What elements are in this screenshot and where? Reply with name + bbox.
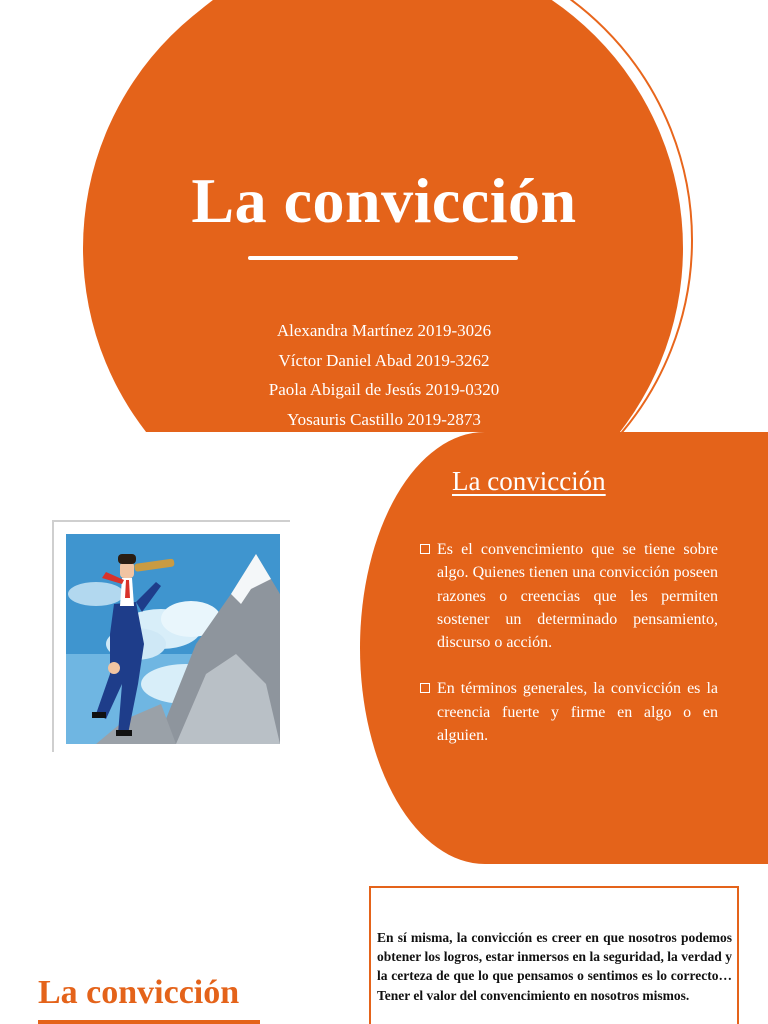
businessman-telescope-mountain-icon	[66, 534, 280, 744]
presentation-title: La convicción	[191, 165, 577, 236]
bullet-list	[420, 538, 718, 770]
author-item: Alexandra Martínez 2019-3026	[276, 321, 492, 340]
author-item: Víctor Daniel Abad 2019-3262	[278, 350, 490, 370]
bullet-text: Es el convencimiento que se tiene sobre algo. Quienes tienen una convicción poseen razones o creencias que les permiten sostener un determinado pensamiento, discurso o acción.	[437, 541, 718, 652]
checkbox-bullet-icon	[420, 544, 430, 554]
slide-title: La convicción	[38, 974, 240, 1011]
definition-slide	[0, 432, 768, 864]
author-item: Yosauris Castillo 2019-2873	[287, 409, 481, 429]
title-slide	[0, 0, 768, 432]
checkbox-bullet-icon	[420, 683, 430, 693]
title-underline	[248, 256, 518, 260]
quote-text: En sí misma, la convicción es creer en que nosotros podemos obtener los logros, estar inmersos en la seguridad, la verdad y la certeza de que lo que pensamos o sentimos es lo correcto… Tener el valor del convencimiento en nosotros mismos.	[377, 930, 732, 1003]
list-item	[420, 538, 718, 654]
bullet-text: En términos generales, la convicción es la creencia fuerte y firme en algo o en alguien.	[437, 680, 718, 745]
list-item	[420, 677, 718, 747]
author-list	[0, 316, 768, 432]
quote-slide	[0, 864, 768, 1024]
title-underline	[38, 1020, 260, 1024]
author-item: Paola Abigail de Jesús 2019-0320	[268, 380, 500, 399]
slide-heading: La convicción	[452, 466, 606, 496]
